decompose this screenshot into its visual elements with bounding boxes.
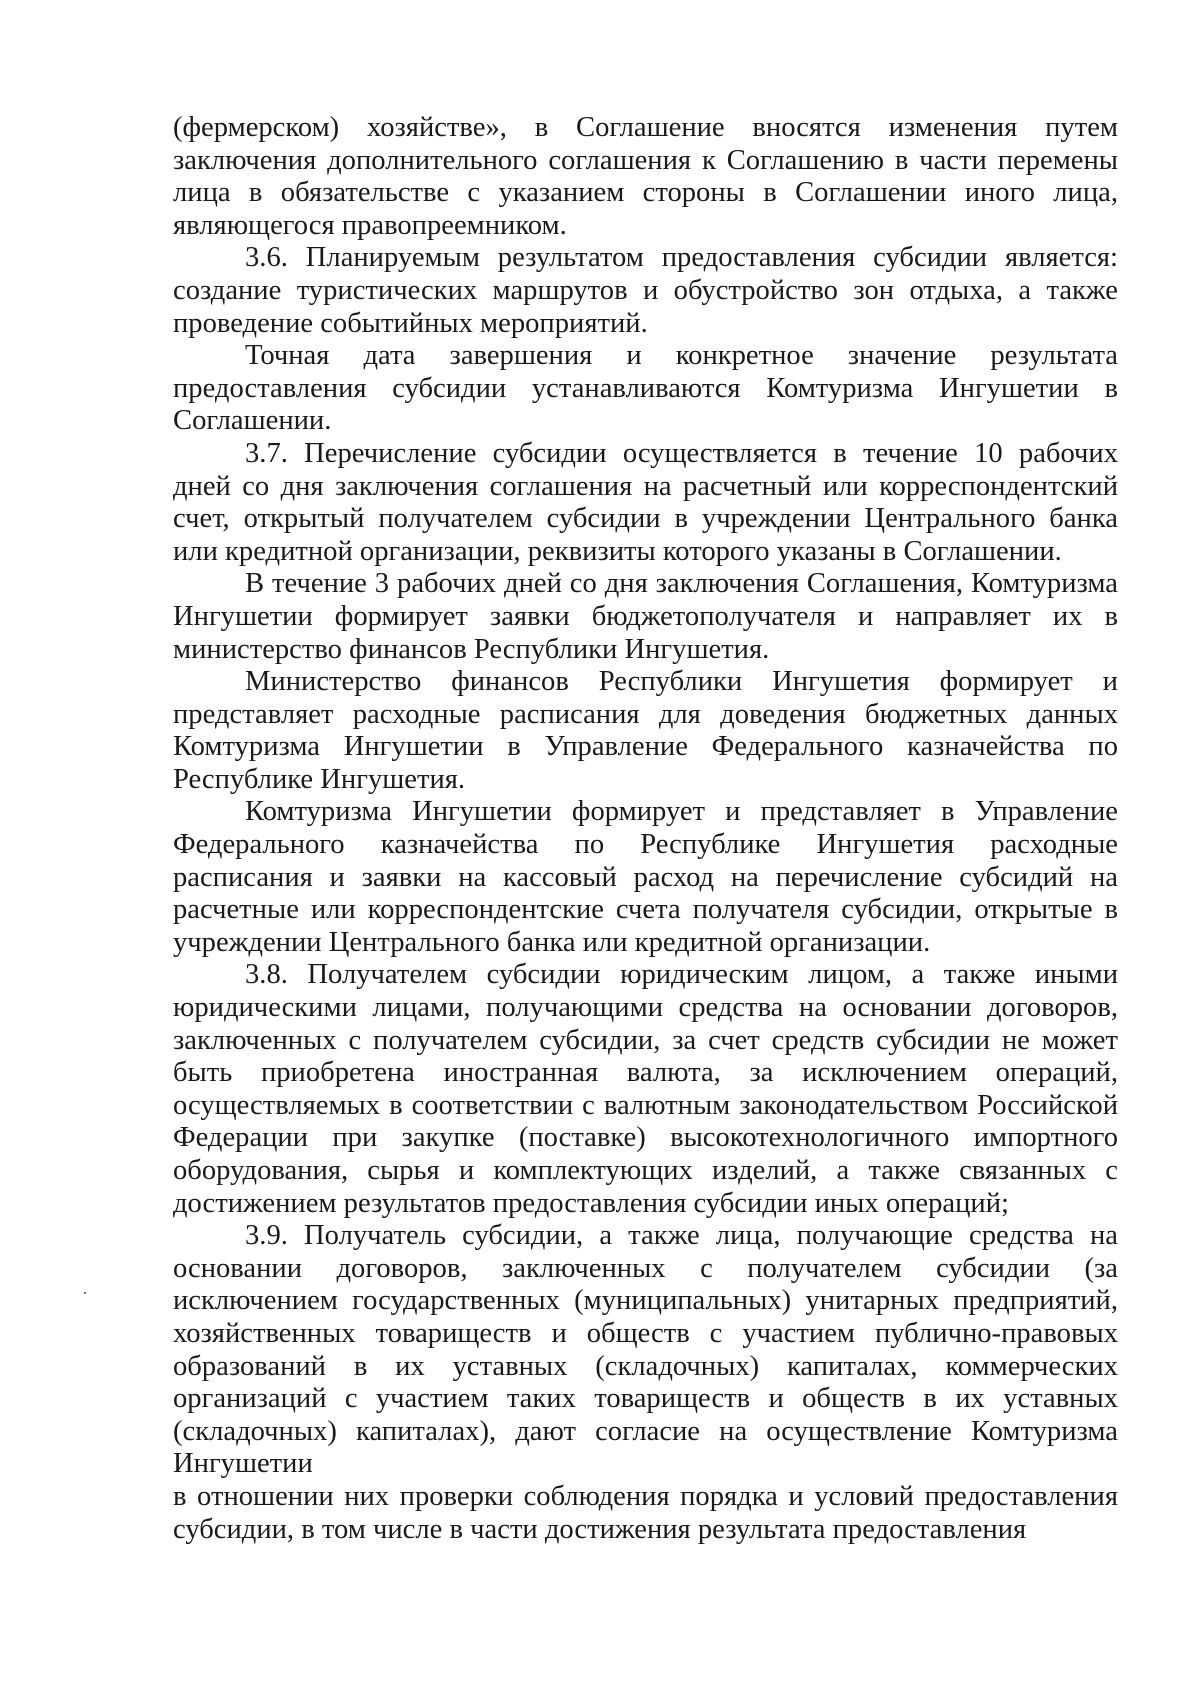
paragraph-completion-date: Точная дата завершения и конкретное значение результата предоставления субсидии устанавливаются Комтуризма Ингушетии в Соглашении. (173, 340, 1118, 437)
paragraph-farm-continuation: (фермерском) хозяйстве», в Соглашение вносятся изменения путем заключения дополнительного соглашения к Соглашению в части перемены лица в обязательстве с указанием стороны в Соглашении иного лица, являющегося правопреемником. (173, 112, 1118, 241)
paragraph-treasury: Комтуризма Ингушетии формирует и представляет в Управление Федерального казначейства по Республике Ингушетия расходные расписания и заявки на кассовый расход на перечисление субсидий на расчетные или корреспондентские счета получателя субсидии, открытые в учреждении Центрального банка или кредитной организации. (173, 796, 1118, 958)
paragraph-3-8: 3.8. Получателем субсидии юридическим лицом, а также иными юридическими лицами, получающими средства на основании договоров, заключенных с получателем субсидии, за счет средств субсидии не может быть приобретена иностранная валюта, за исключением операций, осуществляемых в соответствии с валютным законодательством Российской Федерации при закупке (поставке) высокотехнологичного импортного оборудования, сырья и комплектующих изделий, а также связанных с достижением результатов предоставления субсидии иных операций; (173, 959, 1118, 1219)
paragraph-3-9: 3.9. Получатель субсидии, а также лица, получающие средства на основании договоров, заключенных с получателем субсидии (за исключением государственных (муниципальных) унитарных предприятий, хозяйственных товариществ и обществ с участием публично-правовых образований в их уставных (складочных) капиталах, коммерческих организаций с участием таких товариществ и обществ в их уставных (складочных) капиталах), дают согласие на осуществление Комтуризма Ингушетии (173, 1220, 1118, 1480)
scan-dot (84, 1292, 86, 1294)
paragraph-applications: В течение 3 рабочих дней со дня заключения Соглашения, Комтуризма Ингушетии формирует заявки бюджетополучателя и направляет их в министерство финансов Республики Ингушетия. (173, 568, 1118, 665)
document-body (173, 112, 1118, 1546)
paragraph-inspection-consent: в отношении них проверки соблюдения порядка и условий предоставления субсидии, в том числе в части достижения результата предоставления (173, 1480, 1118, 1545)
paragraph-3-6: 3.6. Планируемым результатом предоставления субсидии является: создание туристических маршрутов и обустройство зон отдыха, а также проведение событийных мероприятий. (173, 242, 1118, 339)
paragraph-ministry-finance: Министерство финансов Республики Ингушетия формирует и представляет расходные расписания для доведения бюджетных данных Комтуризма Ингушетии в Управление Федерального казначейства по Республике Ингушетия. (173, 666, 1118, 795)
paragraph-3-7: 3.7. Перечисление субсидии осуществляется в течение 10 рабочих дней со дня заключения соглашения на расчетный или корреспондентский счет, открытый получателем субсидии в учреждении Центрального банка или кредитной организации, реквизиты которого указаны в Соглашении. (173, 437, 1118, 567)
